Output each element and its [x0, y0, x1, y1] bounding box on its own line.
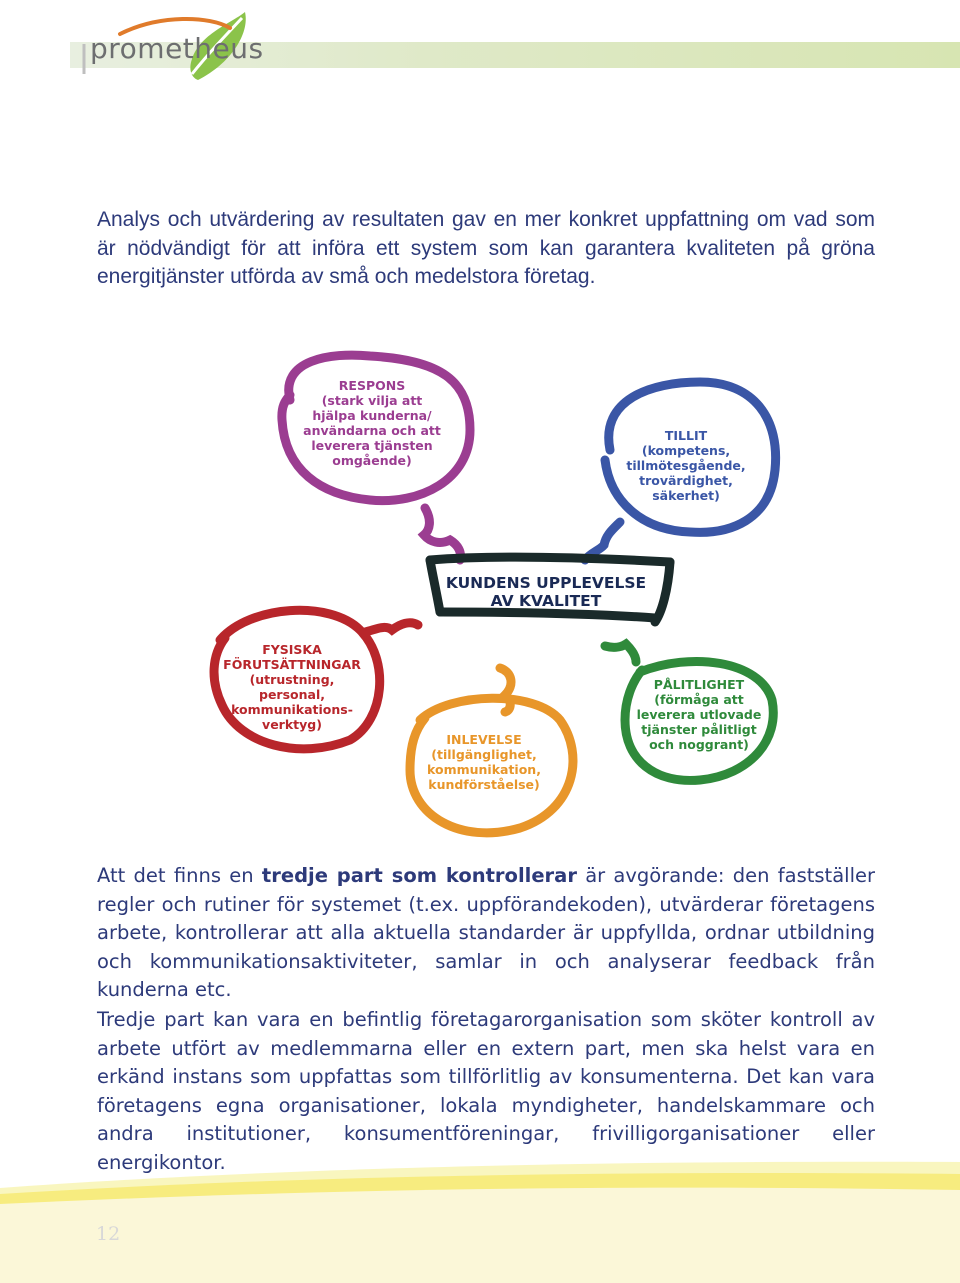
- respons-line: omgående): [332, 453, 412, 468]
- fysiska-label: [218, 642, 366, 732]
- fysiska-line: kommunikations-: [231, 702, 353, 717]
- respons-title: RESPONS: [338, 378, 406, 393]
- fysiska-line: (utrustning,: [249, 672, 335, 687]
- palitlighet-line: leverera utlovade: [636, 707, 762, 722]
- inlevelse-line: kundförståelse): [428, 777, 540, 792]
- tillit-line: (kompetens,: [641, 443, 731, 458]
- inlevelse-line: kommunikation,: [427, 762, 541, 777]
- palitlighet-label: [632, 677, 766, 752]
- tillit-label: [616, 428, 756, 503]
- inlevelse-line: (tillgänglighet,: [431, 747, 537, 762]
- fysiska-title: FYSISKA: [262, 642, 322, 657]
- palitlighet-line: tjänster pålitligt: [641, 722, 757, 737]
- tillit-line: tillmötesgående,: [626, 458, 746, 473]
- inlevelse-label: [416, 732, 552, 792]
- center-line2: AV KVALITET: [490, 592, 602, 610]
- tillit-line: trovärdighet,: [639, 473, 733, 488]
- respons-line: (stark vilja att: [321, 393, 423, 408]
- logo-text: prometheus: [90, 32, 264, 65]
- tillit-line: säkerhet): [652, 488, 720, 503]
- p2-text-before: Att det finns en: [97, 864, 262, 887]
- fysiska-line: verktyg): [262, 717, 322, 732]
- palitlighet-line: och noggrant): [649, 737, 749, 752]
- palitlighet-line: (förmåga att: [654, 692, 744, 707]
- third-party-paragraph: [97, 862, 875, 1005]
- inlevelse-title: INLEVELSE: [446, 732, 522, 747]
- center-line1: KUNDENS UPPLEVELSE: [445, 574, 647, 592]
- fysiska-line: FÖRUTSÄTTNINGAR: [223, 657, 361, 672]
- respons-line: leverera tjänsten: [311, 438, 433, 453]
- tillit-title: TILLIT: [664, 428, 708, 443]
- third-party-details-paragraph: Tredje part kan vara en befintlig företagarorganisation som sköter kontroll av arbete utfört av medlemmarna eller en extern part, men ska helst vara en erkänd instans som uppfattas som tillförlitlig av konsumenterna. Det kan vara företagens egna organisationer, lokala myndigheter, handelskammare och andra institutioner, konsumentföreningar, frivilligorganisationer eller energikontor.: [97, 1008, 875, 1174]
- fysiska-line: personal,: [259, 687, 325, 702]
- respons-label: [296, 378, 448, 468]
- intro-paragraph: Analys och utvärdering av resultaten gav en mer konkret uppfattning om vad som är nödvändigt för att införa ett system som kan garantera kvaliteten på gröna energitjänster utförda av små och medelstora företag.: [97, 208, 875, 289]
- p2-bold-text: tredje part som kontrollerar: [261, 864, 577, 887]
- respons-line: hjälpa kunderna/: [312, 408, 432, 423]
- p2-text-after: är avgörande: den fastställer regler och rutiner för systemet (t.ex. uppförandekoden), utvärderar företagens arbete, kontrollerar att alla aktuella standarder är uppfyllda, ordnar utbildning och kommunikationsaktiviteter, samlar in och analyserar feedback från kunderna etc.: [97, 864, 875, 1002]
- footer-wave: [0, 1160, 960, 1283]
- palitlighet-title: PÅLITLIGHET: [653, 677, 745, 692]
- center-label: [440, 574, 652, 610]
- respons-line: användarna och att: [303, 423, 441, 438]
- page-number: 12: [96, 1223, 121, 1245]
